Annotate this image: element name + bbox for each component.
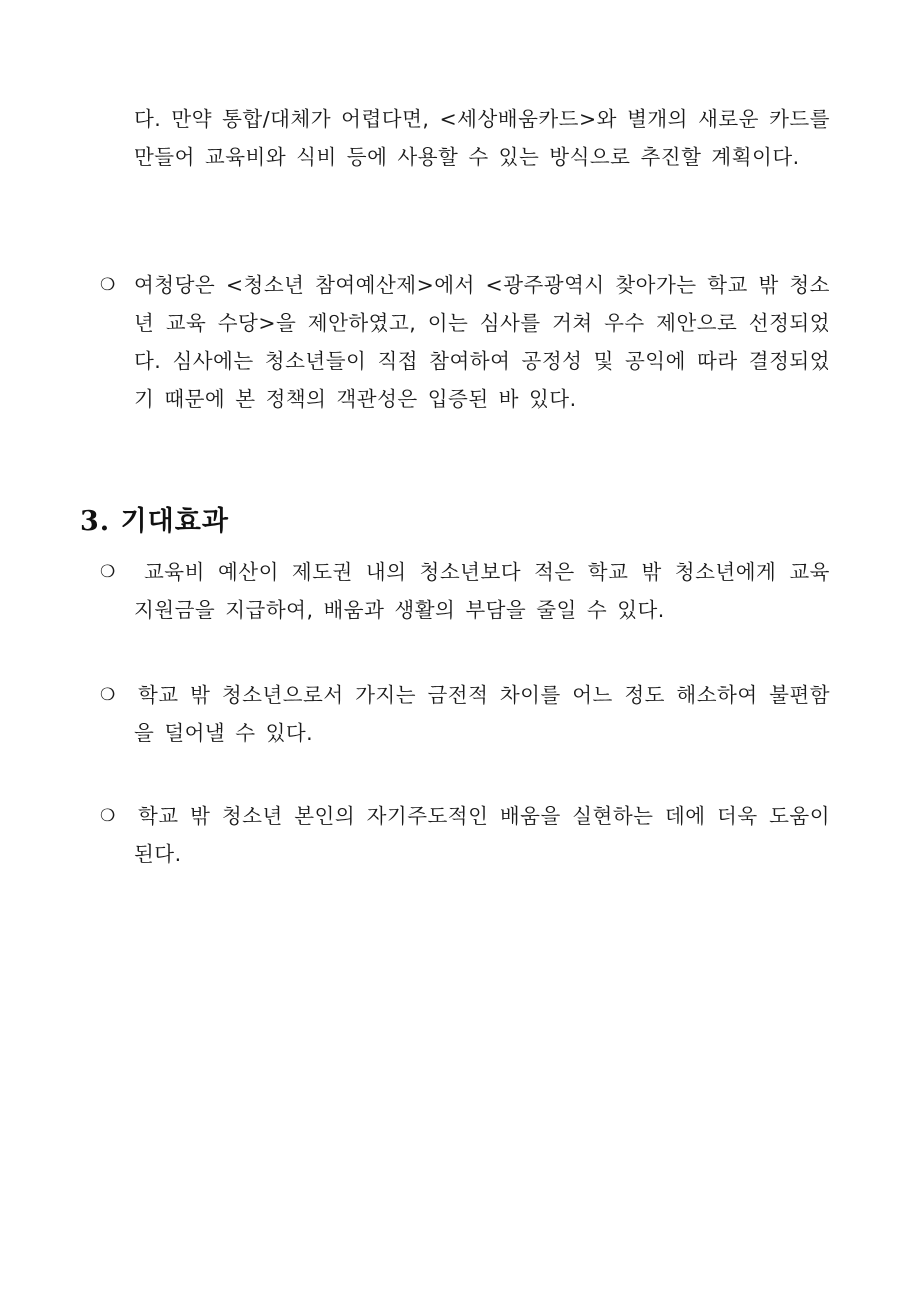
- effect-bullet-3: 학교 밖 청소년 본인의 자기주도적인 배움을 실현하는 데에 더욱 도움이 된다.: [134, 804, 830, 866]
- bullet-paragraph-proposal: 여청당은 <청소년 참여예산제>에서 <광주광역시 찾아가는 학교 밖 청소년 교육 수당>을 제안하였고, 이는 심사를 거쳐 우수 제안으로 선정되었다. 심사에는 청소년들이 직접 참여하여 공정성 및 공익에 따라 결정되었기 때문에 본 정책의 객관성은 입증된 바 있다.: [134, 273, 830, 411]
- effect-bullet-2: 학교 밖 청소년으로서 가지는 금전적 차이를 어느 정도 해소하여 불편함을 덜어낼 수 있다.: [134, 683, 830, 745]
- bullet-circle-icon: ❍: [100, 806, 116, 826]
- bullet-circle-icon: ❍: [100, 275, 116, 295]
- section-heading: 3. 기대효과: [80, 506, 229, 537]
- effect-bullet-1: 교육비 예산이 제도권 내의 청소년보다 적은 학교 밖 청소년에게 교육 지원금을 지급하여, 배움과 생활의 부담을 줄일 수 있다.: [134, 560, 830, 622]
- bullet-circle-icon: ❍: [100, 562, 116, 582]
- continuation-paragraph: 다. 만약 통합/대체가 어렵다면, <세상배움카드>와 별개의 새로운 카드를 만들어 교육비와 식비 등에 사용할 수 있는 방식으로 추진할 계획이다.: [134, 107, 830, 169]
- bullet-circle-icon: ❍: [100, 685, 116, 705]
